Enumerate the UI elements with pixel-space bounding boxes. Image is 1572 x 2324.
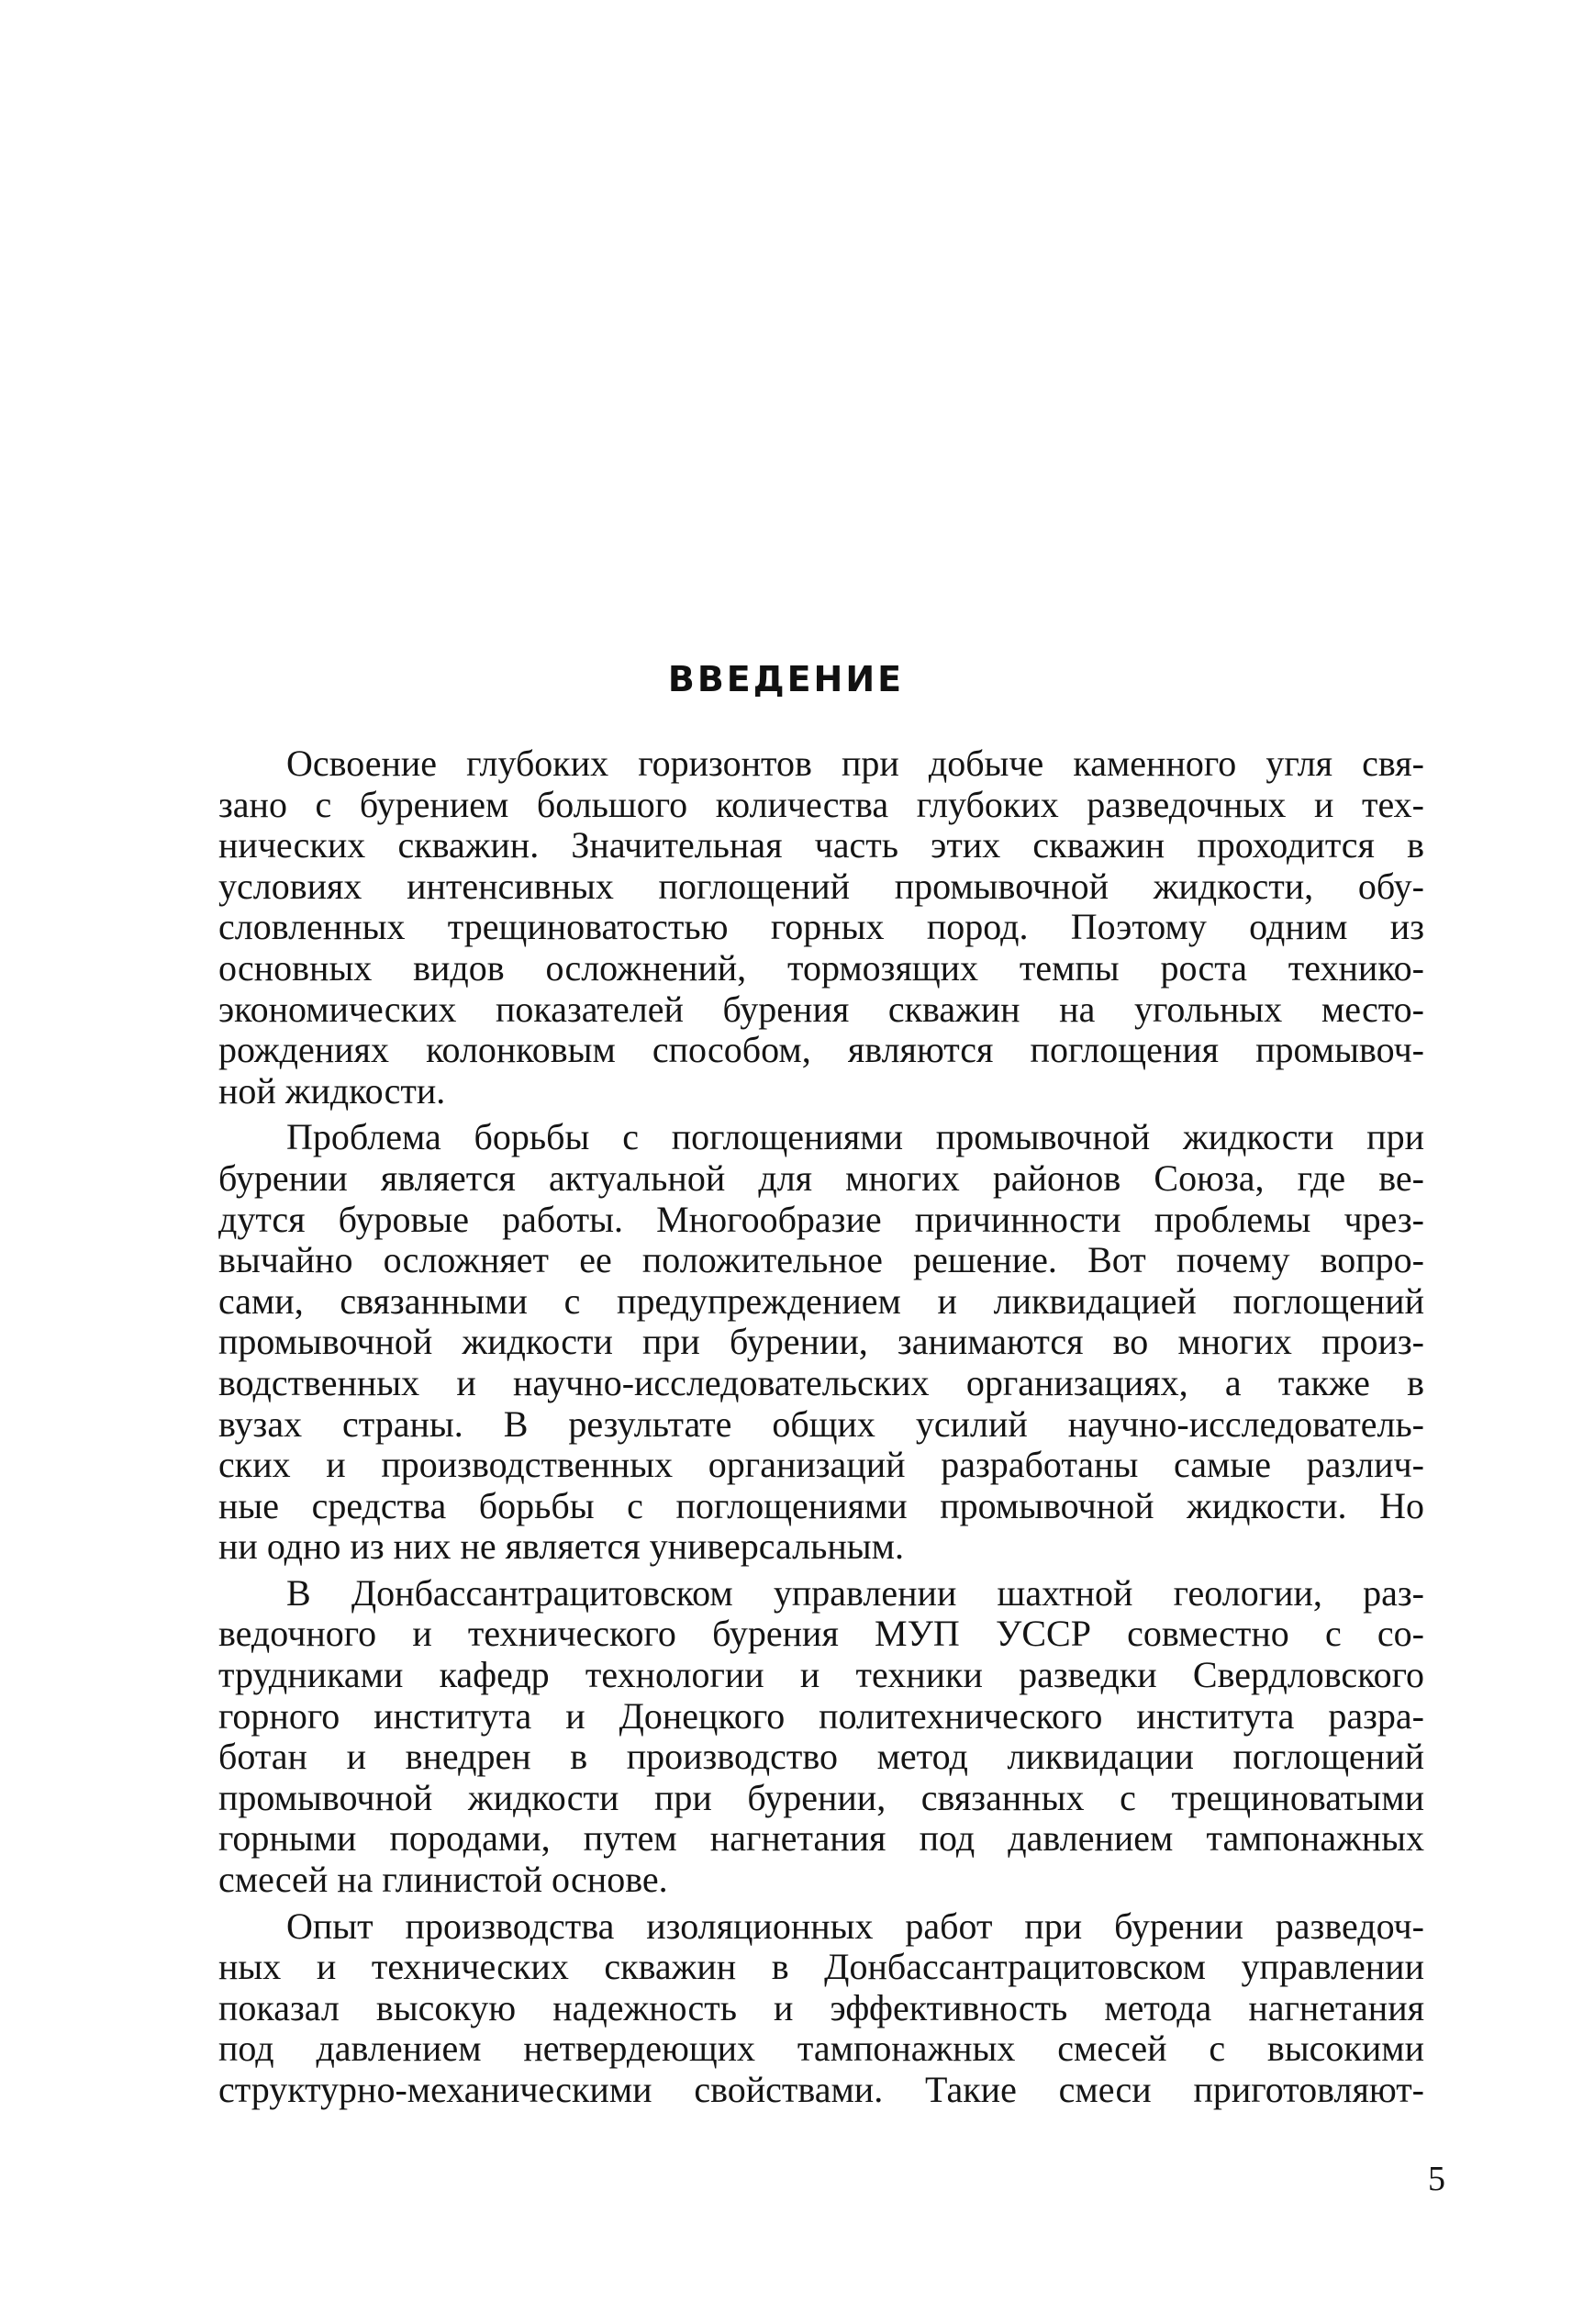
text-line: сами, связанными с предупреждением и ликвидацией поглощений <box>218 1279 1424 1322</box>
text-line: ведочного и технического бурения МУП УССР совместно с со- <box>218 1613 1424 1655</box>
text-line: ни одно из них не является универсальным. <box>218 1525 904 1568</box>
text-line: ные средства борьбы с поглощениями промывочной жидкости. Но <box>218 1484 1424 1526</box>
text-line: структурно-механическими свойствами. Такие смеси приготовляют- <box>218 2069 1424 2110</box>
text-line: условиях интенсивных поглощений промывочной жидкости, обу- <box>218 865 1424 907</box>
text-line: Опыт производства изоляционных работ при бурении разведоч- <box>286 1905 1424 1947</box>
text-line: горными породами, путем нагнетания под давлением тампонажных <box>218 1817 1424 1860</box>
text-line: вычайно осложняет ее положительное решение. Вот почему вопро- <box>218 1239 1424 1281</box>
text-line: показал высокую надежность и эффективность метода нагнетания <box>218 1986 1424 2028</box>
text-line: бурении является актуальной для многих районов Союза, где ве- <box>218 1156 1424 1199</box>
text-line: Освоение глубоких горизонтов при добыче каменного угля свя- <box>286 743 1424 784</box>
text-line: трудниками кафедр технологии и техники разведки Свердловского <box>218 1654 1424 1696</box>
text-line: ских и производственных организаций разработаны самые различ- <box>218 1444 1424 1486</box>
text-line: под давлением нетвердеющих тампонажных смесей с высокими <box>218 2028 1424 2070</box>
paragraph-2 <box>218 1117 1424 1568</box>
text-line: дутся буровые работы. Многообразие причинности проблемы чрез- <box>218 1198 1424 1240</box>
text-line: ных и технических скважин в Донбассантрацитовском управлении <box>218 1946 1424 1988</box>
text-line: экономических показателей бурения скважин на угольных место- <box>218 988 1424 1030</box>
text-line: рождениях колонковым способом, являются поглощения промывоч- <box>218 1029 1424 1071</box>
paragraph-1 <box>218 743 1424 1112</box>
text-line: основных видов осложнений, тормозящих темпы роста технико- <box>218 946 1424 989</box>
text-line: вузах страны. В результате общих усилий научно-исследователь- <box>218 1402 1424 1445</box>
body-text <box>218 743 1424 2117</box>
page-title: ВВЕДЕНИЕ <box>667 659 905 699</box>
text-line: В Донбассантрацитовском управлении шахтной геологии, раз- <box>286 1571 1424 1614</box>
text-line: ной жидкости. <box>218 1069 446 1112</box>
paragraph-4 <box>218 1906 1424 2111</box>
page-number: 5 <box>1428 2160 1445 2198</box>
paragraph-3 <box>218 1573 1424 1901</box>
text-line: горного института и Донецкого политехнического института разра- <box>218 1694 1424 1737</box>
text-line: водственных и научно-исследовательских организациях, а также в <box>218 1361 1424 1403</box>
text-line: словленных трещиноватостью горных пород. Поэтому одним из <box>218 906 1424 948</box>
text-line: промывочной жидкости при бурении, занимаются во многих произ- <box>218 1321 1424 1363</box>
text-line: зано с бурением большого количества глубоких разведочных и тех- <box>218 783 1424 825</box>
text-line: промывочной жидкости при бурении, связанных с трещиноватыми <box>218 1776 1424 1818</box>
text-line: смесей на глинистой основе. <box>218 1859 668 1901</box>
text-line: ботан и внедрен в производство метод ликвидации поглощений <box>218 1736 1424 1778</box>
text-line: нических скважин. Значительная часть этих скважин проходится в <box>218 824 1424 866</box>
text-line: Проблема борьбы с поглощениями промывочной жидкости при <box>286 1116 1424 1158</box>
